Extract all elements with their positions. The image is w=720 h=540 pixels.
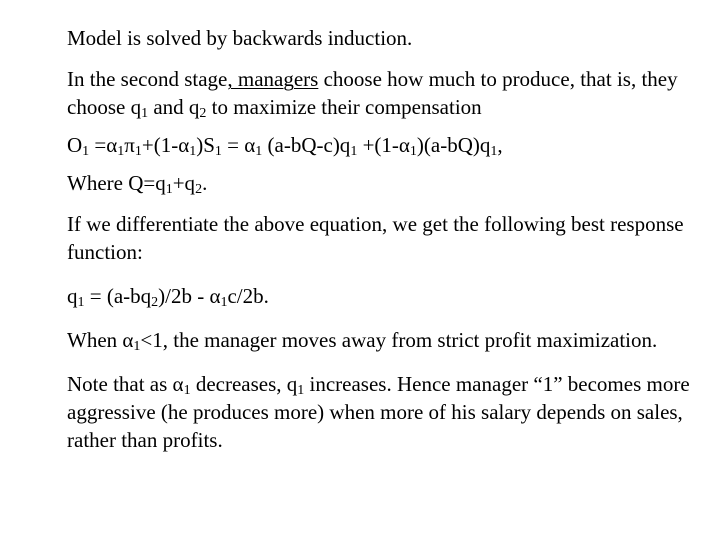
subscript: 1 — [297, 383, 305, 398]
text-run: and q — [148, 95, 200, 119]
eq-run: O — [67, 133, 83, 157]
eq-run: +(1-α — [357, 133, 410, 157]
paragraph-differentiate: If we differentiate the above equation, we get the following best response function: — [67, 212, 684, 264]
eq-run: . — [202, 171, 208, 195]
eq-run: = (a-bq — [84, 284, 152, 308]
subscript: 1 — [77, 295, 85, 310]
eq-run: +q — [172, 171, 196, 195]
eq-run: =α — [89, 133, 118, 157]
paragraph-second-stage — [67, 65, 697, 121]
paragraph-induction: Model is solved by backwards induction. — [67, 26, 413, 50]
eq-run: c/2b. — [227, 284, 269, 308]
subscript: 1 — [183, 383, 191, 398]
text-run: decreases, q — [190, 372, 298, 396]
subscript: 1 — [255, 144, 263, 159]
text-run: to maximize their compensation — [206, 95, 482, 119]
text-run: Note that as α — [67, 372, 184, 396]
subscript: 2 — [199, 106, 207, 121]
eq-run: Where Q=q — [67, 171, 166, 195]
eq-run: )S — [196, 133, 215, 157]
text-run: choose how much to produce, that is, they choose q — [67, 67, 678, 119]
subscript: 1 — [133, 339, 141, 354]
text-run: When α — [67, 328, 134, 352]
eq-run: )(a-bQ)q — [416, 133, 491, 157]
subscript: 1 — [490, 144, 498, 159]
eq-run: = α — [221, 133, 256, 157]
text-run: increases. Hence manager “1” becomes more aggressive (he produces more) when more of his salary depends on sales, rather than profits. — [67, 372, 690, 452]
eq-run: +(1-α — [141, 133, 190, 157]
eq-run: (a-bQ-c)q — [262, 133, 351, 157]
paragraph-aggressive-manager — [67, 370, 697, 454]
equation-compensation — [67, 131, 697, 159]
slide-content — [67, 24, 697, 465]
eq-run: q — [67, 284, 78, 308]
underlined-text: , managers — [227, 67, 319, 91]
subscript: 1 — [214, 144, 222, 159]
subscript: 1 — [189, 144, 197, 159]
subscript: 1 — [141, 106, 149, 121]
subscript: 1 — [409, 144, 417, 159]
paragraph-profit-maximization — [67, 326, 697, 354]
subscript: 2 — [195, 182, 203, 197]
subscript: 2 — [151, 295, 159, 310]
equation-q-definition — [67, 169, 697, 197]
subscript: 1 — [165, 182, 173, 197]
text-run: <1, the manager moves away from strict profit maximization. — [140, 328, 658, 352]
eq-run: π — [124, 133, 135, 157]
subscript: 1 — [82, 144, 90, 159]
eq-run: )/2b - α — [158, 284, 221, 308]
eq-run: , — [497, 133, 503, 157]
equation-best-response — [67, 282, 697, 310]
subscript: 1 — [220, 295, 228, 310]
subscript: 1 — [117, 144, 125, 159]
text-run: In the second stage — [67, 67, 228, 91]
subscript: 1 — [134, 144, 142, 159]
subscript: 1 — [350, 144, 358, 159]
